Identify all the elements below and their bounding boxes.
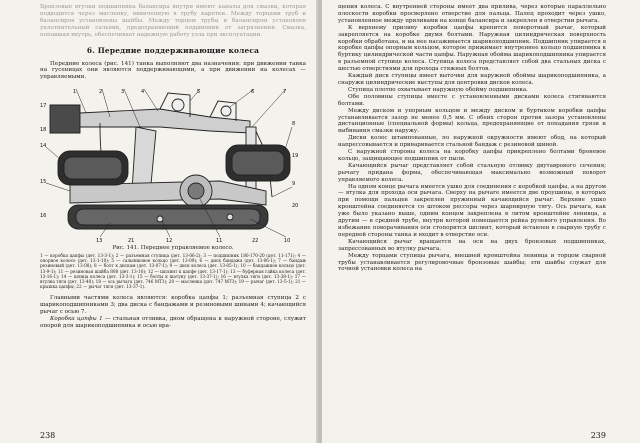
right-page-number: 239 [590,431,606,440]
callout-9: 9 [292,181,296,188]
callout-18: 18 [40,127,47,134]
figure-legend: 1 — коробка цапфы (дет. 13-3-1); 2 — разъемная ступица (дет. 13-06-2); 3 — подшипник 180-170-20 (дет. 11-171); 4 — опорное колесо (дет. 13-1-10); 5 — сальниковое кольцо (дет. 13-09); 6 — диск бандажа (дет. 13-06-1); 7 — бандаж резиновый (дет. 13-08); 8 — болт к дискам (дет. 13-07-1); 9 — диск колеса (дет. 13-05-1); 10 — бандажное кольцо (дет. 13-9-1); 11 — резиновая шайба 808 (дет. 13-10); 12 — шплинт к цапфе (дет. 13-17-1); 13 — буферная гайка колеса (дет. 13-16-1); 14 — шлица колеса (дет. 13-3-1); 15 — болты к шатуну (дет. 13-37-1); 16 — втулка тяги (дет. 13-38-1); 17 — втулка тяги (дет. 13-40); 18 — ось рычага (дет. 746 МТЗ); 20 — масленка (дет. 747 МТЗ); 19 — рычаг (дет. 13-5-1); 21 — крышка цапфы; 22 — рычаг тяги (дет. 13-37-1). [40,253,306,289]
paragraph-r8: С наружной стороны колеса на коробку цапфы прикреплено болтами броневое кольцо, защищающее подшипник от пыли. [338,149,606,162]
callout-3: 3 [121,89,125,96]
paragraph-r1: щения колеса. С внутренней стороны имеет два прилива, через которые параллельно плоскости коробки просверлено отверстие для пальца. Палец проходит через ушко, установленное между приливами на конце балансира и закреплен в отверстии рычага. [338,4,606,24]
callout-8: 8 [292,121,296,128]
callout-17: 17 [40,103,47,110]
callout-6: 6 [251,89,255,96]
callout-11: 11 [216,238,223,244]
callout-14: 14 [40,143,47,150]
paragraph-main-parts: Главными частями колеса являются: коробка цапфы 1; разъемная ступица 2 с шарикоподшипниками 3; два диска с бандажами и резиновыми шинами 4; качающийся рычаг с осью 7. [40,294,306,315]
section-heading: 6. Передние поддерживающие колеса [86,45,260,55]
paragraph-r2: К верхнему приливу коробки цапфы крепится поворотный рычаг, который закрепляется на коробке двумя болтами. Наружная цилиндрическая поверхность коробки обработана, и на нее насаживается шарикоподшипник. Подшипник упирается в коробке цапфы опорным кольцом, которое прижимает внутреннее кольцо подшипника к буртику цилиндрической части цапфы. Наружная обойма шарикоподшипника упирается в разъемной ступице колеса. Ступица колеса представляет собой два стальных диска с шестью отверстиями для прохода стяжных болтов. [338,24,606,73]
callout-12: 12 [166,238,173,244]
callout-5: 5 [197,89,201,96]
front-wheel-drawing [40,87,302,243]
callout-10: 10 [284,238,291,244]
callout-2: 2 [99,89,103,96]
paragraph-r6: Между диском и упорным кольцом и между диском и буртиком коробки цапфы устанавливается зазор не менее 0,5 мм. С обеих сторон против зазора установлены дистанционные (специальной формы) кольца, предохраняющие от попадания грязи и выбивания смазки наружу. [338,107,606,135]
paragraph-r10: На одном конце рычага имеется ушко для соединения с коробкой цапфы, а на другом — втулка для прохода оси рычага. Сверху на рычаге имеется две проушины, в которых при помощи пальцев закреплен пружинный качающийся рычаг. Верхние ушко кронштейна соединяется со штоком рессоры через шарнирную тягу. Ось рычага, как уже было указано выше, одним концом закреплена в литом кронштейне ленивца, а другим — в средней трубе, внутри которой помещается рейка рулевого управления. Во избежание поворачивания оси стопорится шплинт, который вставлен в сварную трубу с передней стороны танка и входит в отверстие оси. [338,183,606,238]
wheel-assembly-svg [40,87,302,243]
callout-13: 13 [96,238,103,244]
left-page-number: 238 [40,431,56,440]
callout-7: 7 [283,89,287,96]
callout-19: 19 [292,153,299,160]
paragraph-front-wheels: Передние колеса (рис. 141) танка выполняют два назначения: при движении танка на гусеницах они являются поддерживающими, а при движении на колесах — управляемыми. [40,60,306,81]
callout-21: 21 [128,238,135,244]
figure-caption: Рис. 141. Переднее управляемое колесо. [112,245,234,252]
callout-22: 22 [252,238,259,244]
faded-intro-text: Бронзовые втулки подшипника балансира внутри имеют каналы для смазки, которая подводится через масленку, ввинченную в трубу каретки. Между торцами труб и балансиров установлены шайбы. Между торцом трубы и балансиром установлен уплотнительный сальник, предохраняющий подшипник от загрязнения. Смазка, попавшая внутрь, обеспечивает надежную работу узла при эксплуатации. [40,4,306,38]
paragraph-r4: Ступица плотно охватывает наружную обойму подшипника. [348,86,528,93]
paragraph-axle-box [40,316,306,330]
paragraph-r3: Каждый диск ступицы имеет выточки для наружной обоймы шарикоподшипника, а снаружи цилиндрические выступы для центровки дисков колеса. [338,73,606,86]
axle-box-text: — стальная отливка, дном обращена к наружной стороне, служит опорой для шарикоподшипника и осью вра- [40,315,307,329]
paragraph-r12: Между торцами ступицы рычага, внешней кронштейна ленивца и торцом сварной трубы устанавливается регулировочные бронзовые шайбы; эти шайбы служат для точной установки колеса на [338,252,606,273]
paragraph-r9: Качающийся рычаг представляет собой стальную отливку двутаврового сечения; рычагу придана форма, обеспечивающая максимально возможный поворот управляемого колеса. [338,162,606,183]
callout-4: 4 [141,89,145,96]
paragraph-r7: Диски колес штампованные, по наружной окружности имеют обод, на который напрессовывается и приваривается стальной бандаж с резиновой шиной. [338,135,606,149]
callout-1: 1 [73,89,77,96]
paragraph-r11: Качающийся рычаг вращается на оси на двух бронзовых подшипниках, запрессованных во втулку рычага. [338,238,606,252]
callout-16: 16 [40,213,47,220]
paragraph-r5: Обе половины ступицы вместе с установленными дисками колеса стягиваются болтами. [338,93,606,107]
callout-15: 15 [40,179,47,186]
axle-box-label: Коробка цапфы 1 [50,315,103,322]
callout-20: 20 [292,203,299,210]
right-page [322,0,640,443]
left-page [0,0,318,443]
